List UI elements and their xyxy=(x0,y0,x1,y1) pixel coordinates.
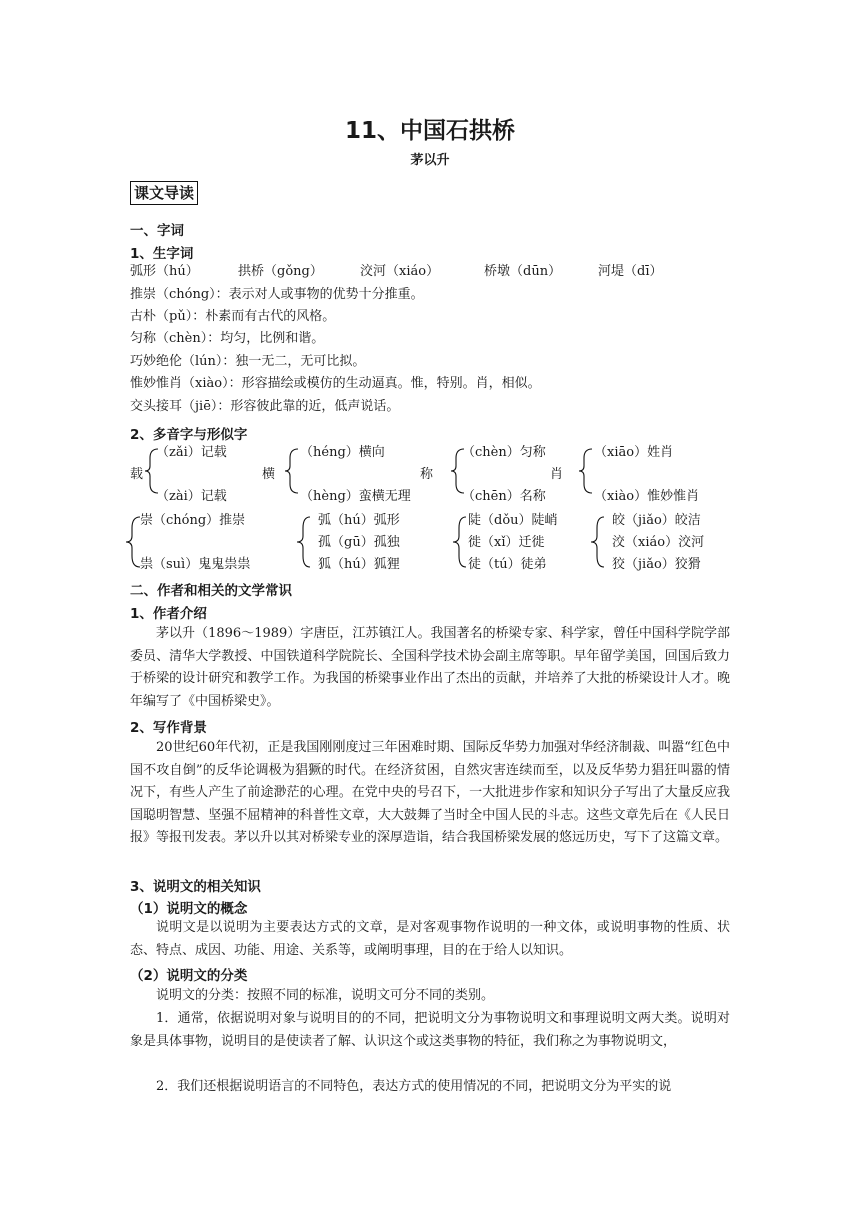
polyphone-reading: （chēn）名称 xyxy=(462,489,546,504)
paragraph-classes-intro: 说明文的分类：按照不同的标准，说明文可分不同的类别。 xyxy=(156,988,495,1003)
definition-line: 巧妙绝伦（lún）：独一无二，无可比拟。 xyxy=(130,354,366,369)
definition-line: 古朴（pǔ）：朴素而有古代的风格。 xyxy=(130,309,336,324)
paragraph-classes-1: 1．通常，依据说明对象与说明目的的不同，把说明文分为事物说明文和事理说明文两大类。说明对象是具体事物，说明目的是使读者了解、认识这个或这类事物的特征，我们称之为事物说明文， xyxy=(130,1011,730,1049)
similar-char: 洨（xiáo）洨河 xyxy=(612,535,705,550)
polyphone-char: 载 xyxy=(130,467,144,482)
heading-expository-classes: （2）说明文的分类 xyxy=(130,968,248,984)
definition-line: 交头接耳（jiē）：形容彼此靠的近，低声说话。 xyxy=(130,399,400,414)
similar-char: 徙（xǐ）迁徙 xyxy=(468,535,545,550)
similar-char: 弧（hú）弧形 xyxy=(318,513,400,528)
author-name: 茅以升 xyxy=(410,153,450,168)
polyphone-reading: （zài）记载 xyxy=(156,489,227,504)
heading-new-words: 1、生字词 xyxy=(130,246,194,262)
vocab-item: 拱桥（gǒng） xyxy=(238,264,323,279)
paragraph-author: 茅以升（1896～1989）字唐臣，江苏镇江人。我国著名的桥梁专家、科学家，曾任中国科学院学部委员、清华大学教授、中国铁道科学院院长、全国科学技术协会副主席等职。早年留学美国，回国后致力于桥梁的设计研究和教学工作。为我国的桥梁事业作出了杰出的贡献，并培养了大批的桥梁设计人才。晚年编写了《中国桥梁史》。 xyxy=(130,626,730,709)
similar-char: 孤（gū）孤独 xyxy=(318,535,400,550)
polyphone-reading: （hèng）蛮横无理 xyxy=(300,489,411,504)
definition-line: 匀称（chèn）：均匀，比例和谐。 xyxy=(130,331,325,346)
definition-line: 推崇（chóng）：表示对人或事物的优势十分推重。 xyxy=(130,287,424,302)
heading-polyphones: 2、多音字与形似字 xyxy=(130,427,248,443)
polyphone-char: 横 xyxy=(262,467,276,482)
paragraph-concept: 说明文是以说明为主要表达方式的文章，是对客观事物作说明的一种文体，或说明事物的性质、状态、特点、成因、功能、用途、关系等，或阐明事理，目的在于给人以知识。 xyxy=(130,920,730,958)
vocab-item: 桥墩（dūn） xyxy=(484,264,562,279)
polyphone-char: 称 xyxy=(420,467,434,482)
vocab-item: 洨河（xiáo） xyxy=(360,264,440,279)
definition-line: 惟妙惟肖（xiào）：形容描绘或模仿的生动逼真。惟，特别。肖，相似。 xyxy=(130,376,541,391)
polyphone-reading: （chèn）匀称 xyxy=(462,445,546,460)
page-title: 11、中国石拱桥 xyxy=(344,118,515,144)
similar-char: 狡（jiǎo）狡猾 xyxy=(612,557,701,572)
heading-background: 2、写作背景 xyxy=(130,720,207,736)
heading-expository-concept: （1）说明文的概念 xyxy=(130,901,248,917)
heading-author-knowledge: 二、作者和相关的文学常识 xyxy=(130,583,292,599)
heading-vocab: 一、字词 xyxy=(130,223,184,239)
paragraph-classes-2: 2．我们还根据说明语言的不同特色，表达方式的使用情况的不同，把说明文分为平实的说 xyxy=(156,1079,672,1094)
brace-icon xyxy=(296,514,316,570)
similar-char: 祟（suì）鬼鬼祟祟 xyxy=(140,557,251,572)
polyphone-reading: （zǎi）记载 xyxy=(156,445,227,460)
heading-expository-knowledge: 3、说明文的相关知识 xyxy=(130,879,261,895)
vocab-item: 弧形（hú） xyxy=(130,264,199,279)
polyphone-reading: （xiào）惟妙惟肖 xyxy=(594,489,700,504)
polyphone-reading: （xiāo）姓肖 xyxy=(594,445,674,460)
heading-author-intro: 1、作者介绍 xyxy=(130,606,207,622)
polyphone-char: 肖 xyxy=(550,467,564,482)
similar-char: 徒（tú）徒弟 xyxy=(468,557,547,572)
similar-char: 陡（dǒu）陡峭 xyxy=(468,513,558,528)
vocab-item: 河堤（dī） xyxy=(598,264,663,279)
section-box-label: 课文导读 xyxy=(130,181,198,205)
similar-char: 皎（jiǎo）皎洁 xyxy=(612,513,701,528)
paragraph-background: 20世纪60年代初，正是我国刚刚度过三年困难时期、国际反华势力加强对华经济制裁、叫嚣“红色中国不攻自倒”的反华论调极为猖獗的时代。在经济贫困，自然灾害连续而至，以及反华势力猖狂叫嚣的情况下，有些人产生了前途渺茫的心理。在党中央的号召下，一大批进步作家和知识分子写出了大量反应我国聪明智慧、坚强不屈精神的科普性文章，大大鼓舞了当时全中国人民的斗志。这些文章先后在《人民日报》等报刊发表。茅以升以其对桥梁专业的深厚造诣，结合我国桥梁发展的悠远历史，写下了这篇文章。 xyxy=(130,740,730,845)
similar-char: 崇（chóng）推崇 xyxy=(140,513,246,528)
polyphone-reading: （héng）横向 xyxy=(300,445,385,460)
similar-char: 狐（hú）狐狸 xyxy=(318,557,400,572)
brace-icon xyxy=(590,514,610,570)
